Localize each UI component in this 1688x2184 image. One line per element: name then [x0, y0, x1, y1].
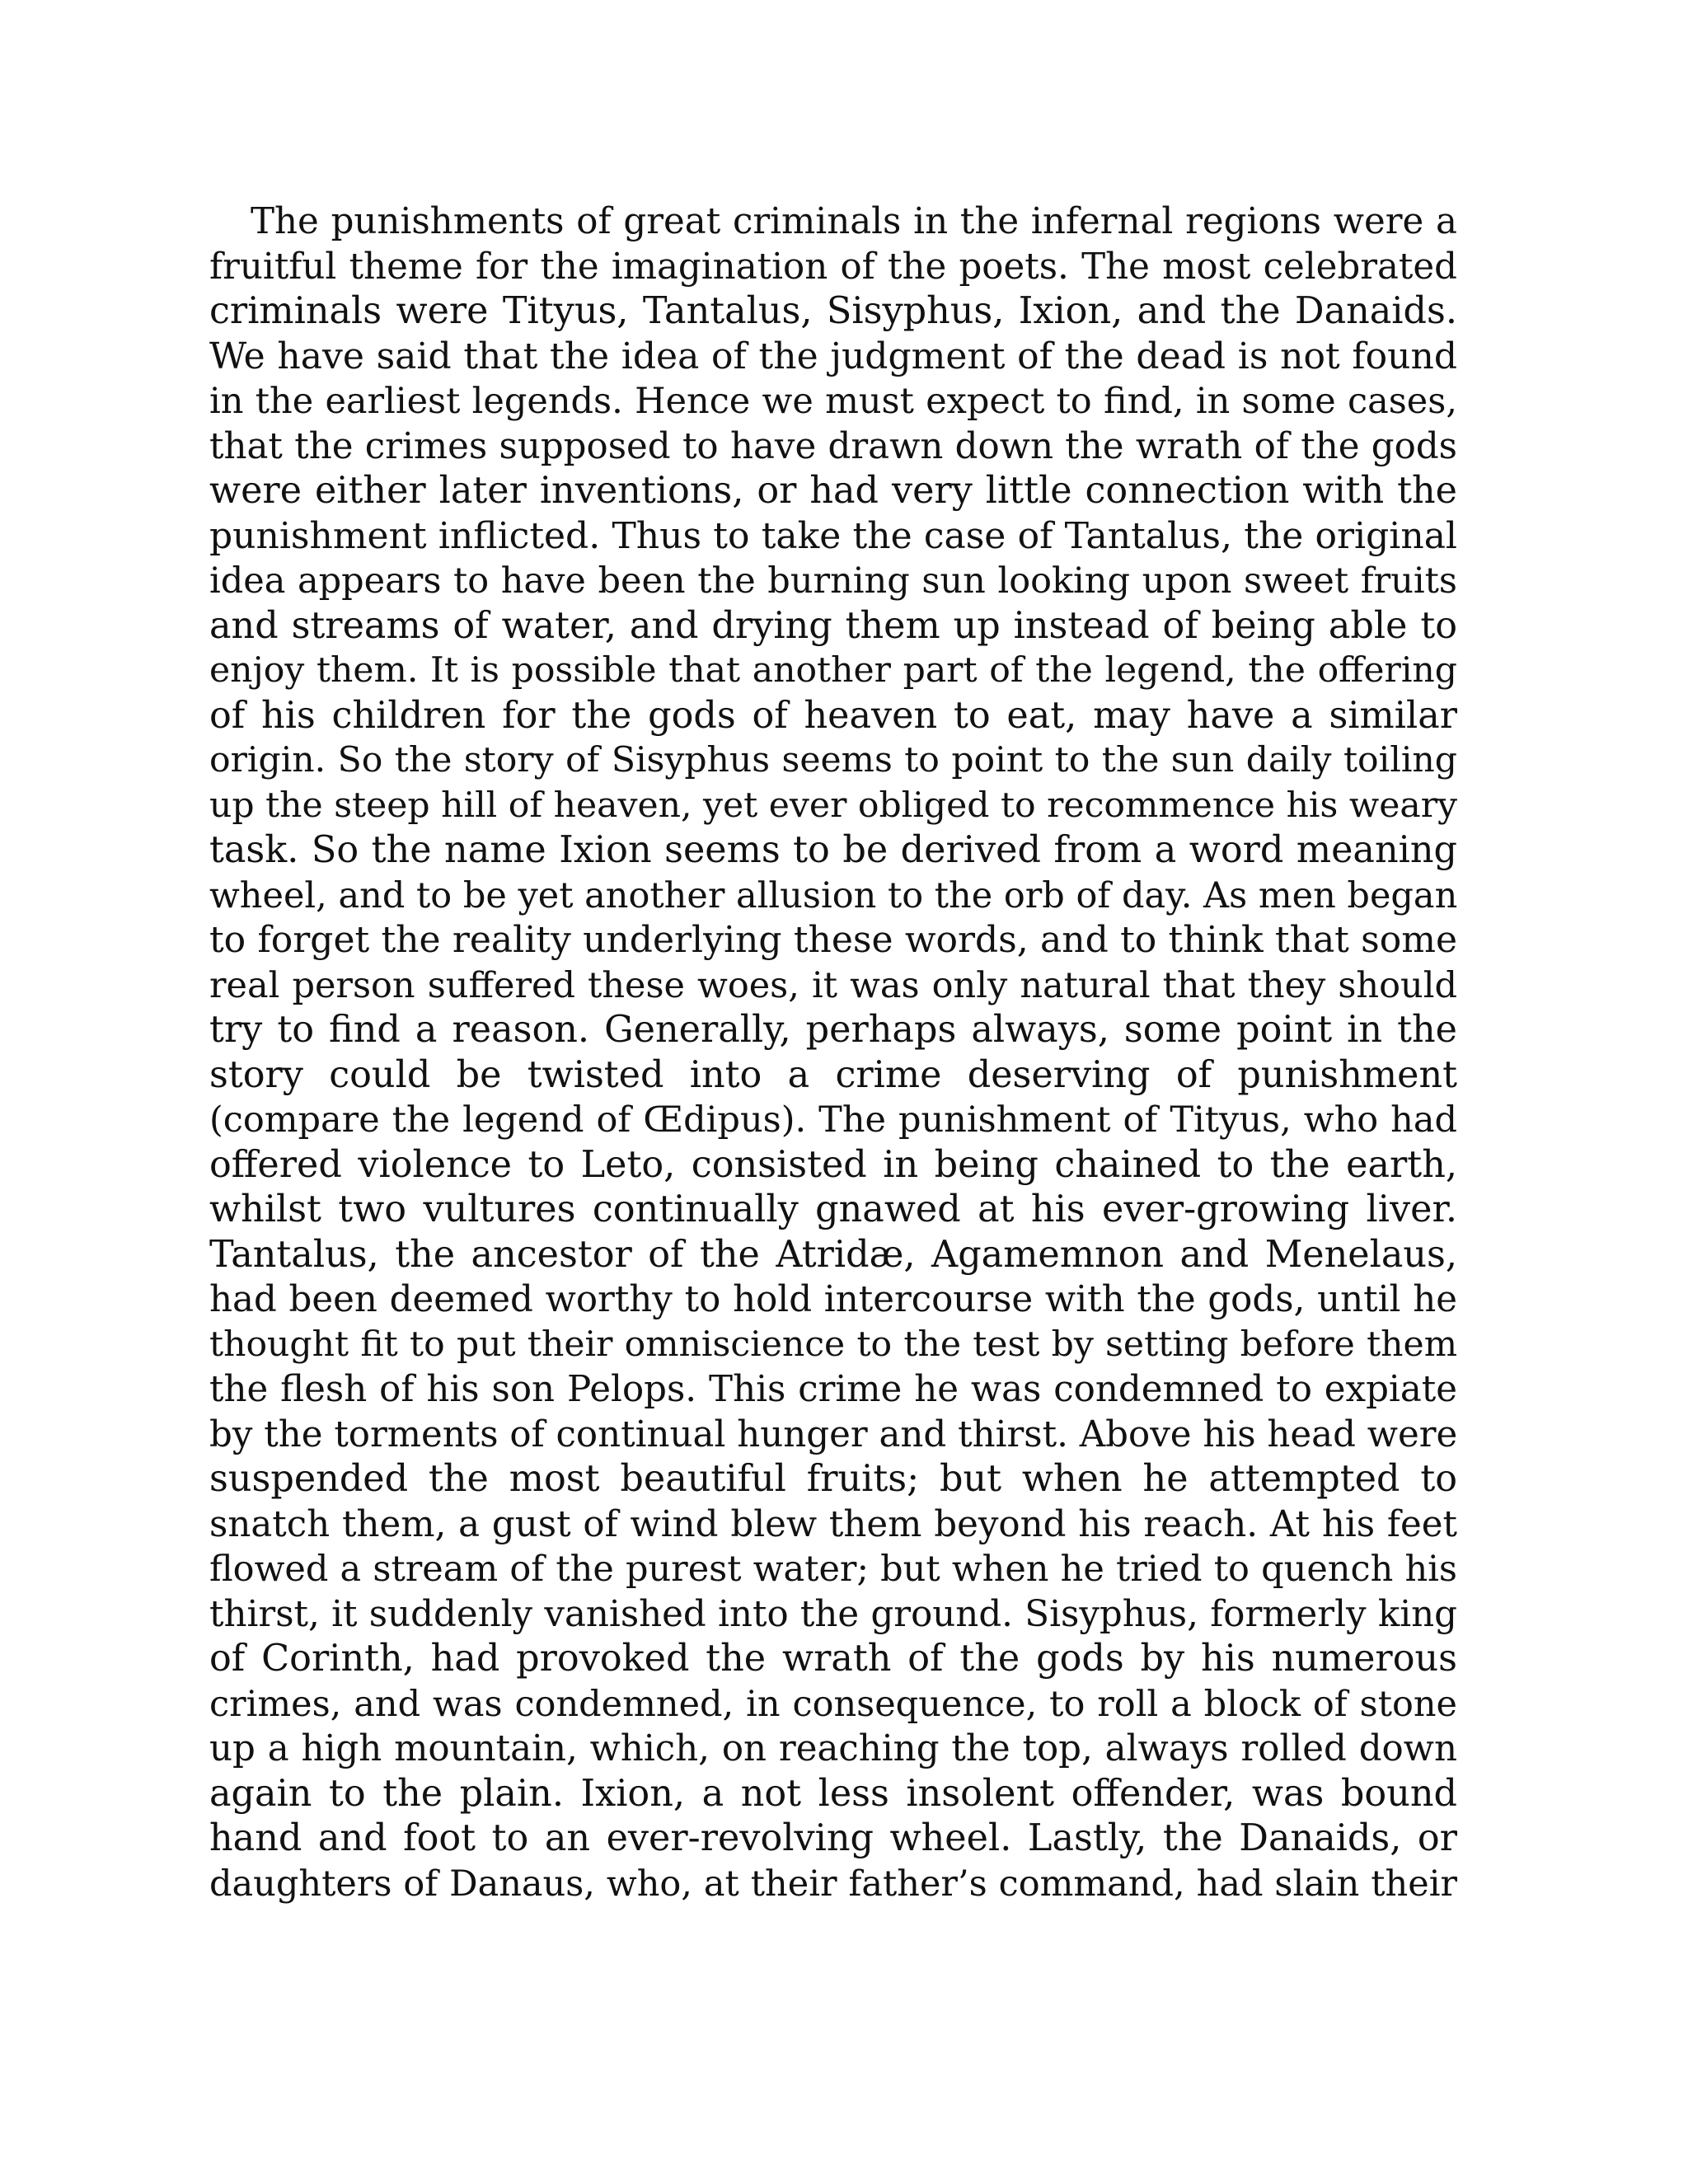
text-line: criminals were Tityus, Tantalus, Sisyphus, Ixion, and the Danaids. — [209, 290, 1457, 332]
text-line: to forget the reality underlying these words, and to think that some — [209, 919, 1457, 961]
text-line: offered violence to Leto, consisted in being chained to the earth, — [209, 1143, 1457, 1186]
text-line: by the torments of continual hunger and thirst. Above his head were — [209, 1413, 1457, 1455]
text-line: and streams of water, and drying them up instead of being able to — [209, 604, 1457, 647]
text-line: of his children for the gods of heaven to eat, may have a similar — [209, 694, 1457, 737]
text-line: (compare the legend of Œdipus). The punishment of Tityus, who had — [209, 1099, 1457, 1141]
text-line: daughters of Danaus, who, at their father’s command, had slain their — [209, 1863, 1457, 1905]
text-line: up a high mountain, which, on reaching the top, always rolled down — [209, 1728, 1457, 1769]
text-line: task. So the name Ixion seems to be derived from a word meaning — [209, 829, 1457, 871]
body-paragraph — [209, 199, 1457, 1906]
text-line: idea appears to have been the burning sun looking upon sweet fruits — [209, 560, 1457, 602]
text-line: We have said that the idea of the judgment of the dead is not found — [209, 335, 1457, 377]
text-line: punishment inflicted. Thus to take the case of Tantalus, the original — [209, 514, 1457, 557]
text-line: suspended the most beautiful fruits; but when he attempted to — [209, 1458, 1457, 1500]
text-line: Tantalus, the ancestor of the Atridæ, Agamemnon and Menelaus, — [209, 1233, 1457, 1276]
text-line: whilst two vultures continually gnawed at his ever-growing liver. — [209, 1188, 1457, 1230]
text-line: thought fit to put their omniscience to the test by setting before them — [209, 1324, 1457, 1365]
text-line: up the steep hill of heaven, yet ever obliged to recommence his weary — [209, 785, 1457, 826]
text-line: that the crimes supposed to have drawn down the wrath of the gods — [209, 425, 1457, 467]
text-line: were either later inventions, or had very little connection with the — [209, 470, 1457, 512]
text-line: try to find a reason. Generally, perhaps always, some point in the — [209, 1009, 1457, 1051]
text-line: origin. So the story of Sisyphus seems to point to the sun daily toiling — [209, 740, 1457, 780]
text-line: crimes, and was condemned, in consequence, to roll a block of stone — [209, 1683, 1457, 1725]
text-line: enjoy them. It is possible that another part of the legend, the offering — [209, 650, 1457, 691]
text-line: fruitful theme for the imagination of the poets. The most celebrated — [209, 246, 1457, 288]
text-line: of Corinth, had provoked the wrath of the gods by his numerous — [209, 1638, 1457, 1680]
text-line: hand and foot to an ever-revolving wheel. Lastly, the Danaids, or — [209, 1817, 1457, 1859]
text-line: snatch them, a gust of wind blew them beyond his reach. At his feet — [209, 1503, 1457, 1545]
text-line: flowed a stream of the purest water; but when he tried to quench his — [209, 1549, 1457, 1590]
text-line: had been deemed worthy to hold intercourse with the gods, until he — [209, 1279, 1457, 1320]
text-line: real person suffered these woes, it was only natural that they should — [209, 964, 1457, 1006]
text-line: again to the plain. Ixion, a not less insolent offender, was bound — [209, 1772, 1457, 1815]
text-line: The punishments of great criminals in the infernal regions were a — [251, 201, 1457, 242]
text-line: thirst, it suddenly vanished into the ground. Sisyphus, formerly king — [209, 1593, 1457, 1635]
text-line: in the earliest legends. Hence we must expect to find, in some cases, — [209, 381, 1457, 422]
text-line: the flesh of his son Pelops. This crime he was condemned to expiate — [209, 1369, 1457, 1410]
text-line: story could be twisted into a crime deserving of punishment — [209, 1053, 1457, 1096]
text-line: wheel, and to be yet another allusion to the orb of day. As men began — [209, 874, 1457, 916]
